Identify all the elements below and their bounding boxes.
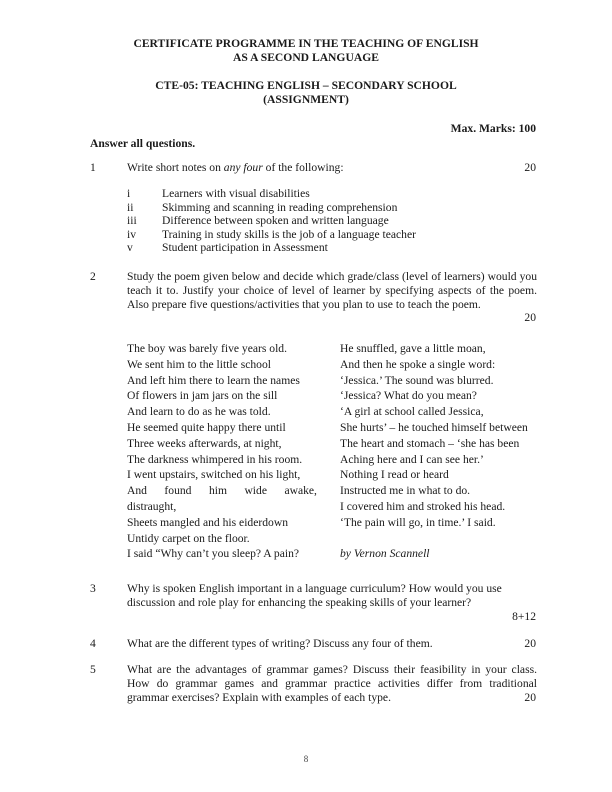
programme-title-line2: AS A SECOND LANGUAGE <box>233 51 379 64</box>
list-item <box>127 214 389 228</box>
poem-line: Nothing I read or heard <box>340 468 449 482</box>
list-item-text: Student participation in Assessment <box>162 241 328 254</box>
poem-word: him <box>208 484 227 498</box>
question-number: 1 <box>90 161 96 174</box>
poem-line: He snuffled, gave a little moan, <box>340 342 486 355</box>
question-text-part: Write short notes on <box>127 161 224 174</box>
question-number: 3 <box>90 582 96 595</box>
poem-line: ‘Jessica? What do you mean? <box>340 389 477 403</box>
poem-line: Aching here and I can see her.’ <box>340 452 484 466</box>
poem-word: wide <box>244 484 267 498</box>
question-text-part: of the following: <box>262 161 344 174</box>
poem-line: ‘Jessica.’ The sound was blurred. <box>340 373 494 387</box>
question-text: What are the advantages of grammar games? Discuss their feasibility in your class. How do grammar games and grammar practice activities differ from traditional grammar exercises? Explain with examples of each type. <box>127 663 537 704</box>
question-text: What are the different types of writing? Discuss any four of them. <box>127 637 433 650</box>
instruction: Answer all questions. <box>90 137 196 150</box>
poem-word: found <box>164 484 192 498</box>
poem-line: The heart and stomach – ‘she has been <box>340 436 520 450</box>
poem-line: And then he spoke a single word: <box>340 357 496 371</box>
poem-line: Sheets mangled and his eiderdown <box>127 515 288 529</box>
page-number: 8 <box>303 754 309 764</box>
poem-line: distraught, <box>127 500 177 513</box>
question-marks: 20 <box>524 311 536 324</box>
poem-line: The darkness whimpered in his room. <box>127 452 303 466</box>
poem-line: Of flowers in jam jars on the sill <box>127 389 278 403</box>
course-title-sub: (ASSIGNMENT) <box>263 93 349 106</box>
poem-line: She hurts’ – he touched himself between <box>340 421 528 434</box>
list-item-numeral: ii <box>127 200 134 214</box>
max-marks: Max. Marks: 100 <box>450 122 536 135</box>
poem-line: I covered him and stroked his head. <box>340 500 506 513</box>
justified-words <box>127 483 317 499</box>
poem-line: We sent him to the little school <box>127 357 271 371</box>
poem-author: by Vernon Scannell <box>340 547 430 561</box>
list-item <box>127 241 328 255</box>
list-item-numeral: v <box>127 241 133 254</box>
question-number: 2 <box>90 270 96 283</box>
course-title-line: CTE-05: TEACHING ENGLISH – SECONDARY SCHOOL <box>155 79 457 92</box>
poem-line: Three weeks afterwards, at night, <box>127 436 282 450</box>
question-marks: 8+12 <box>512 610 536 623</box>
poem-line: He seemed quite happy there until <box>127 421 286 434</box>
list-item-text: Learners with visual disabilities <box>162 187 310 200</box>
list-item-text: Skimming and scanning in reading comprehension <box>162 200 398 214</box>
question-text: Study the poem given below and decide which grade/class (level of learners) would you teach it to. Justify your choice of level of learner by specifying aspects of the poem. Also prepare five questions/activities that you plan to use to teach the poem. <box>127 270 537 311</box>
list-item <box>127 187 310 201</box>
list-item-text: Training in study skills is the job of a language teacher <box>162 227 416 241</box>
list-item-numeral: iii <box>127 214 137 227</box>
course-title <box>0 79 612 107</box>
poem-line-justified <box>127 483 317 499</box>
poem-line: Untidy carpet on the floor. <box>127 531 250 545</box>
poem-line: And learn to do as he was told. <box>127 405 271 419</box>
poem-line: ‘The pain will go, in time.’ I said. <box>340 515 496 529</box>
list-item-numeral: iv <box>127 227 137 241</box>
poem-line: The boy was barely five years old. <box>127 342 288 355</box>
question-text-emphasis: any four <box>223 161 263 174</box>
poem-word: And <box>127 484 147 498</box>
list-item <box>127 201 397 215</box>
poem-line: I went upstairs, switched on his light, <box>127 468 301 482</box>
list-item-text: Difference between spoken and written language <box>162 214 389 227</box>
poem-line: Instructed me in what to do. <box>340 484 471 498</box>
question-marks: 20 <box>524 161 536 174</box>
question-marks: 20 <box>524 637 536 650</box>
list-item <box>127 228 416 242</box>
poem-line: And left him there to learn the names <box>127 373 300 387</box>
question-marks: 20 <box>524 691 536 704</box>
programme-title <box>0 37 612 65</box>
poem-line: I said “Why can’t you sleep? A pain? <box>127 547 300 561</box>
poem-word: awake, <box>284 484 317 498</box>
question-text <box>127 161 537 175</box>
question-number: 4 <box>90 637 96 650</box>
programme-title-line1: CERTIFICATE PROGRAMME IN THE TEACHING OF ENGLISH <box>133 37 479 50</box>
question-number: 5 <box>90 663 96 676</box>
poem-line: ‘A girl at school called Jessica, <box>340 405 484 419</box>
list-item-numeral: i <box>127 187 131 200</box>
question-text: Why is spoken English important in a language curriculum? How would you use discussion and role play for enhancing the speaking skills of your learner? <box>127 582 502 609</box>
